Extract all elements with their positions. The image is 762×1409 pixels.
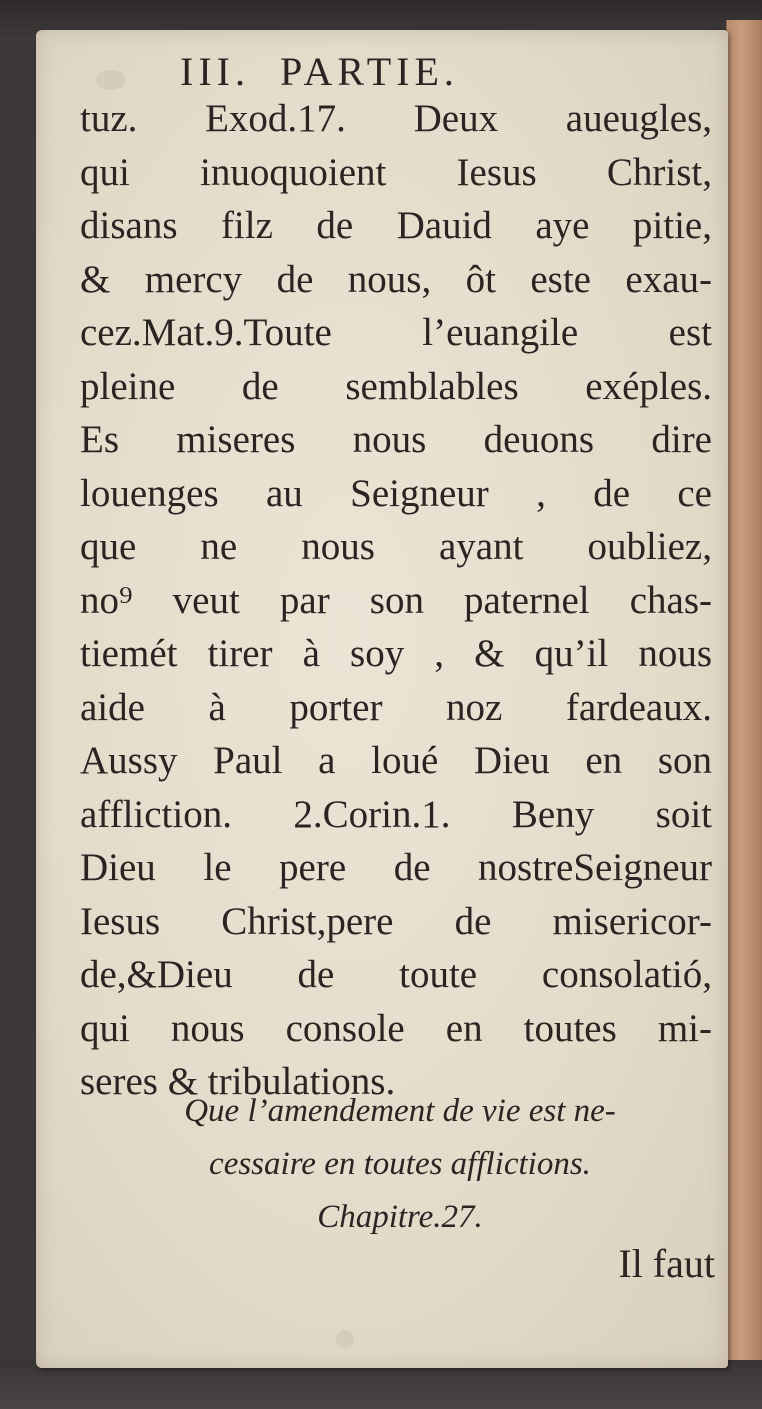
catchword: Il faut	[618, 1241, 715, 1286]
paper-stain	[96, 70, 126, 90]
text-line: no⁹ veut par son paternel chas-	[80, 578, 712, 622]
text-line: pleine de semblables exéples.	[80, 364, 712, 408]
running-head: III. PARTIE.	[180, 49, 459, 94]
text-line: que ne nous ayant oubliez,	[80, 525, 712, 568]
next-page-edge	[726, 20, 762, 1370]
text-line: tuz. Exod.17. Deux aueugles,	[80, 97, 712, 140]
text-line: Es miseres nous deuons dire	[80, 418, 712, 461]
text-line: Dieu le pere de nostreSeigneur	[80, 846, 712, 889]
text-line: aide à porter noz fardeaux.	[80, 685, 712, 729]
text-line: disans filz de Dauid aye pitie,	[80, 204, 712, 247]
text-line: louenges au Seigneur , de ce	[80, 471, 712, 515]
text-line: Aussy Paul a loué Dieu en son	[80, 739, 712, 782]
text-line: & mercy de nous, ôt este exau-	[80, 257, 712, 301]
chapter-number: Chapitre.27.	[317, 1199, 483, 1235]
chapter-heading	[120, 1085, 680, 1244]
paper-stain	[336, 1330, 354, 1348]
body-text	[80, 92, 712, 1109]
chapter-heading-line: Que l’amendement de vie est ne-	[184, 1093, 616, 1129]
text-line: cez.Mat.9.Toute l’euangile est	[80, 311, 712, 354]
text-line: qui inuoquoient Iesus Christ,	[80, 150, 712, 194]
text-line: qui nous console en toutes mi-	[80, 1006, 712, 1050]
text-line: Iesus Christ,pere de misericor-	[80, 899, 712, 943]
text-line: tiemét tirer à soy , & qu’il nous	[80, 632, 712, 675]
text-line: affliction. 2.Corin.1. Beny soit	[80, 792, 712, 836]
text-line: seres & tribulations.	[80, 1060, 396, 1103]
chapter-heading-line: cessaire en toutes afflictions.	[209, 1146, 591, 1182]
text-line: de,&Dieu de toute consolatió,	[80, 953, 712, 996]
